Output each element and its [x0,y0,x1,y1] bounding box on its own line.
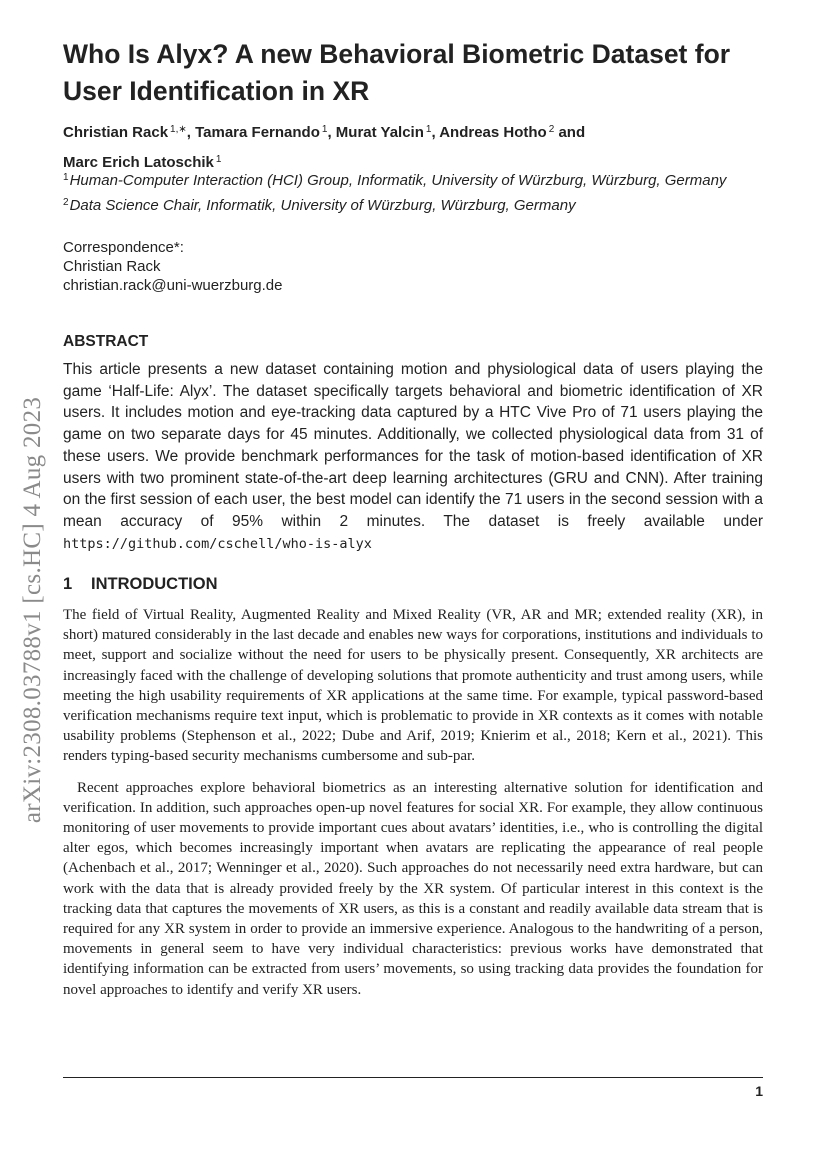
affiliation-list [63,168,763,216]
dataset-url[interactable]: https://github.com/cschell/who-is-alyx [63,535,372,552]
author-separator: , [431,124,440,141]
author-affiliation-mark: 1,∗ [170,124,187,135]
author-separator: , [327,124,336,141]
arxiv-identifier: arXiv:2308.03788v1 [cs.HC] 4 Aug 2023 [19,396,46,824]
affiliation-mark: 1 [63,172,69,183]
author-name: Christian Rack [63,124,169,141]
arxiv-sidebar [8,360,58,860]
affiliation-text: Human-Computer Interaction (HCI) Group, Informatik, University of Würzburg, Würzburg, Germany [69,172,727,189]
author [439,124,554,141]
correspondence-block [63,238,763,295]
author [63,124,187,141]
author-separator: and [554,124,586,141]
correspondence-label: Correspondence*: [63,239,184,256]
affiliation-text: Data Science Chair, Informatik, University of Würzburg, Würzburg, Germany [69,197,576,214]
author-affiliation-mark: 1 [425,124,432,135]
paragraph: The field of Virtual Reality, Augmented Reality and Mixed Reality (VR, AR and MR; extended reality (XR), in short) matured considerably in the last decade and enables new ways for corporations, institutions and individuals to meet, support and socialize without the need for users to be physically present. Consequently, XR architects are increasingly faced with the challenge of developing solutions that promote authenticity and trust among users, while meeting the high usability requirements of XR applications at the same time. For example, typical password-based verification mechanisms require text input, which is problematic to provide in XR contexts as it comes with notable usability problems (Stephenson et al., 2022; Dube and Arif, 2019; Knierim et al., 2018; Kern et al., 2021). This renders typing-based security mechanisms cumbersome and sub-par. [63,607,763,765]
affiliation [63,168,763,191]
author-affiliation-mark: 1 [321,124,328,135]
author-list [63,116,763,176]
section-title: INTRODUCTION [91,575,218,593]
page-number: 1 [755,1083,763,1099]
paragraph: Recent approaches explore behavioral biometrics as an interesting alternative solution for identification and verification. In addition, such approaches open-up novel features for social XR. For example, they allow continuous monitoring of user movements to provide important cues about avatars’ identities, i.e., who is controlling the digital alter egos, which becomes increasingly important when avatars are replicating the appearance of real people (Achenbach et al., 2017; Wenninger et al., 2020). Such approaches do not necessarily need extra hardware, but can work with the data that is already provided freely by the XR system. Of particular interest in this context is the tracking data that captures the movements of XR users, as this is a constant and readily available data stream that is required for any XR system in order to provide an immersive experience. Analogous to the handwriting of a person, movements in general seem to have very individual characteristics: previous works have demonstrated that identifying information can be extracted from users’ movements, so using tracking data provides the foundation for novel approaches to identify and verify XR users. [63,779,763,998]
abstract-text: This article presents a new dataset containing motion and physiological data of users playing the game ‘Half-Life: Alyx’. The dataset specifically targets behavioral and biometric identification of XR users. It includes motion and eye-tracking data captured by a HTC Vive Pro of 71 users playing the game on two separate days for 45 minutes. Additionally, we collected physiological data from 31 of these users. We provide benchmark performances for the task of motion-based identification of XR users with two prominent state-of-the-art deep learning architectures (GRU and CNN). After training on the first session of each user, the best model can identify the 71 users in the second session with a mean accuracy of 95% within 2 minutes. The dataset is freely available under [63,361,763,530]
abstract-heading: ABSTRACT [63,333,149,350]
affiliation [63,193,763,216]
section-heading [63,575,218,594]
section-body [63,605,763,1000]
author-affiliation-mark: 2 [548,124,555,135]
correspondence-name: Christian Rack [63,258,161,275]
paper-title: Who Is Alyx? A new Behavioral Biometric Dataset for User Identification in XR [63,39,731,106]
affiliation-mark: 2 [63,197,69,208]
author-name: Tamara Fernando [195,124,320,141]
author-affiliation-mark: 1 [215,154,222,165]
author [336,124,432,141]
footer-rule [63,1077,763,1078]
author [195,124,327,141]
section-number: 1 [63,575,73,593]
correspondence-email: christian.rack@uni-wuerzburg.de [63,277,283,294]
author-name: Andreas Hotho [439,124,547,141]
abstract-body [63,359,763,555]
author-separator: , [186,124,196,141]
author-name: Murat Yalcin [335,124,424,141]
author-name: Marc Erich Latoschik [63,154,214,171]
